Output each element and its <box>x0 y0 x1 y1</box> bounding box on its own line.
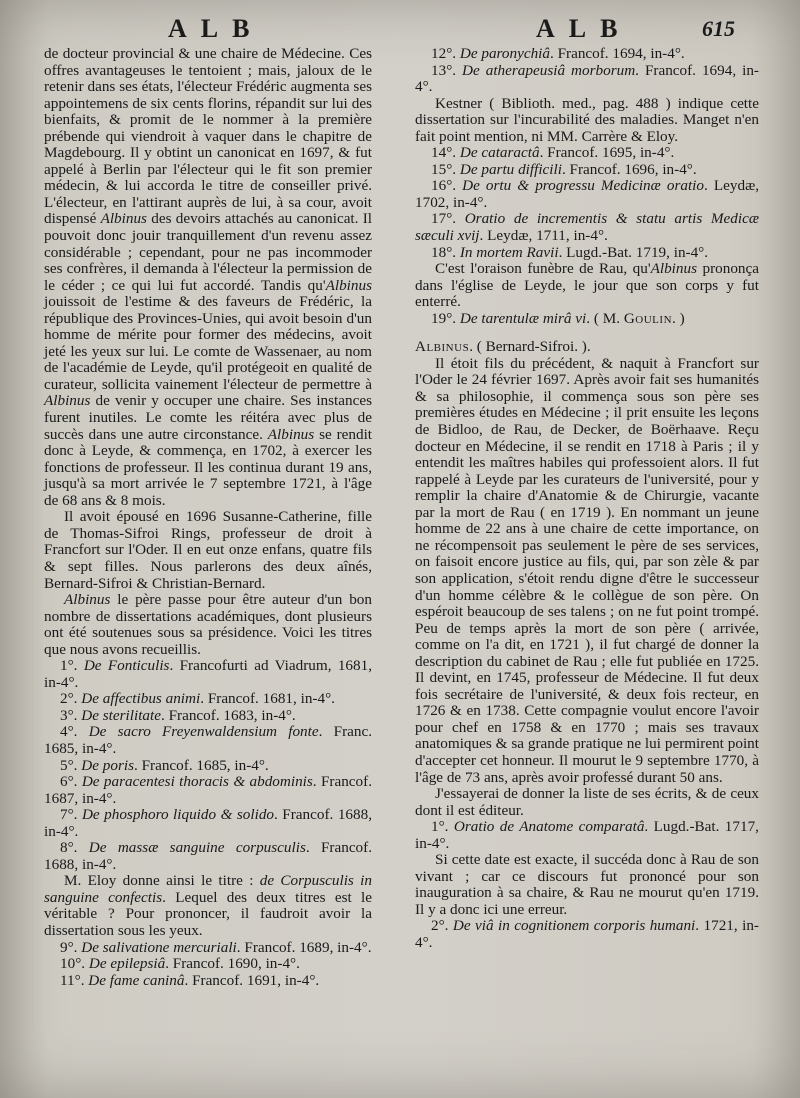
list-item: 12°. De paronychiâ. Francof. 1694, in-4°. <box>431 45 685 62</box>
paragraph-eloy-note: M. Eloy donne ainsi le titre : de Corpusculis in sanguine confectis. Lequel des deux titres est le véritable ? Pour prononcer, il faudroit avoir la dissertation sous les yeux. <box>44 872 372 939</box>
list-item: 16°. De ortu & progressu Medicinæ oratio. Leydæ, 1702, in-4°. <box>415 177 760 211</box>
list-item: 9°. De salivatione mercuriali. Francof. 1689, in-4°. <box>60 938 372 956</box>
list-item: 3°. De sterilitate. Francof. 1683, in-4°. <box>60 706 296 724</box>
list-item: 13°. De atherapeusiâ morborum. Francof. 1694, in-4°. <box>415 61 759 96</box>
paragraph-writings-intro: J'essayerai de donner la liste de ses écrits, & de ceux dont il est éditeur. <box>415 785 759 819</box>
paragraph-marriage: Il avoit épousé en 1696 Susanne-Catherine, fille de Thomas-Sifroi Rings, professeur de droit à Francfort sur l'Oder. Il en eut onze enfans, quatre fils & sept filles. Nous parlerons des deux aînés, Bernard-Sifroi & Christian-Bernard. <box>44 508 372 592</box>
paragraph-dissertations-intro: Albinus le père passe pour être auteur d'un bon nombre de dissertations académiques, dont plusieurs ont été soutenues sous sa présidence. Voici les titres que nous avons recueillis. <box>44 591 372 658</box>
list-item: 19°. De tarentulæ mirâ vi. ( M. Goulin. ) <box>431 309 685 327</box>
list-item: 2°. De viâ in cognitionem corporis humani. 1721, in-4°. <box>415 917 759 951</box>
page-number: 615 <box>702 16 735 41</box>
list-item: 10°. De epilepsiâ. Francof. 1690, in-4°. <box>60 955 300 973</box>
list-item: 5°. De poris. Francof. 1685, in-4°. <box>60 756 269 774</box>
running-head-left: ALB <box>168 14 264 43</box>
list-item: 7°. De phosphoro liquido & solido. Francof. 1688, in-4°. <box>44 806 372 840</box>
list-item: 6°. De paracentesi thoracis & abdominis. Francof. 1687, in-4°. <box>44 773 372 807</box>
list-item: 17°. Oratio de incrementis & statu artis Medicæ sæculi xvij. Leydæ, 1711, in-4°. <box>415 210 759 245</box>
paragraph-albinus-career: de docteur provincial & une chaire de Médecine. Ces offres avantageuses le tentoient ; mais, jaloux de le retenir dans ses états, l'électeur Frédéric augmenta ses appointemens de six cents florins, répandit sur lui des bienfaits, & promit de le nommer à la première prébende qui viendroit à vaquer dans le chapitre de Magdebourg. Il y obtint un canonicat en 1697, & fut appelé à Berlin par l'électeur qui le fit son premier médecin, & lui accorda le titre de conseiller privé. L'électeur, en l'attirant auprès de lui, à sa cour, avoit dispensé Albinus des devoirs attachés au canonicat. Il pouvoit donc jouir tranquillement d'un revenu assez considérable ; cependant, pour ne pas incommoder ses confrères, il demanda à l'électeur la permission de le céder ; ce qui lui fut accordé. Tandis qu'Albinus jouissoit de l'estime & des faveurs de Frédéric, la république des Provinces-Unies, qui avoit besoin d'un homme de mérite pour former des médecins, avoit jeté les yeux sur lui. Le comte de Wassenaer, au nom de l'académie de Leyde, qu'il protégeoit en qualité de curateur, sollicita vainement l'électeur de permettre à Albinus de venir y occuper une chaire. Ses instances furent inutiles. Le comte les réitéra avec plus de succès dans une autre circonstance. Albinus se rendit donc à Leyde, & commença, en 1702, à exercer les fonctions de professeur. Il les continua durant 19 ans, jusqu'à sa mort arrivée le 7 septembre 1721, à l'âge de 68 ans & 8 mois. <box>44 45 373 509</box>
paragraph-date-note: Si cette date est exacte, il succéda donc à Rau de son vivant ; car ce discours fut prononcé pour son inauguration à sa chaire, & Rau ne mourut qu'en 1719. Il y a donc ici une erreur. <box>415 851 759 918</box>
running-head-right: ALB <box>536 14 632 43</box>
running-head <box>0 14 800 44</box>
paragraph-rau-oration: C'est l'oraison funèbre de Rau, qu'Albinus prononça dans l'église de Leyde, le jour que son corps y fut enterré. <box>415 260 759 311</box>
right-column <box>415 46 759 952</box>
list-item: 8°. De massæ sanguine corpusculis. Francof. 1688, in-4°. <box>44 839 373 873</box>
list-item: 18°. In mortem Ravii. Lugd.-Bat. 1719, in-4°. <box>431 243 709 261</box>
list-item: 1°. Oratio de Anatome comparatâ. Lugd.-Bat. 1717, in-4°. <box>415 818 759 852</box>
paragraph-kestner-note: Kestner ( Biblioth. med., pag. 488 ) indique cette dissertation sur l'incurabilité des maladies. Manget n'en fait point mention, ni MM. Carrère & Eloy. <box>415 94 759 145</box>
list-item: 14°. De cataractâ. Francof. 1695, in-4°. <box>431 144 675 162</box>
list-item: 11°. De fame caninâ. Francof. 1691, in-4°. <box>60 971 320 989</box>
list-item: 4°. De sacro Freyenwaldensium fonte. Franc. 1685, in-4°. <box>44 723 372 757</box>
entry-heading: Albinus. ( Bernard-Sifroi. ). <box>415 338 591 356</box>
paragraph-biography: Il étoit fils du précédent, & naquit à Francfort sur l'Oder le 24 février 1697. Après avoir fait ses humanités & sa philosophie, il commença sous son père ses premières études en Médecine ; il prit ensuite les leçons de Bidloo, de Rau, de Decker, de Boërhaave. Reçu docteur en Médecine, il se rendit en 1718 à Paris ; il y entendit les maîtres habiles qui professoient alors. Il fut rappelé à Leyde par les curateurs de l'université, pour y remplir la chaire d'Anatomie & de Chirurgie, vacante par la mort de Rau ( en 1719 ). En nommant un jeune homme de 22 ans à une chaire de cette importance, on ne récompensoit pas seulement le père de ses services, on faisoit encore justice au fils, qui, par son zèle & par son application, s'étoit rendu digne d'être le successeur d'un homme célèbre & le collègue de son père. On espéroit beaucoup de ses talens ; on ne fut point trompé. Peu de temps après la mort de son père ( arrivée, comme on l'a dit, en 1721 ), il fut chargé de donner la description du cabinet de Rau ; elle fut publiée en 1725. Il devint, en 1745, professeur de Médecine. Il fut deux fois secrétaire de l'université, & deux fois recteur, en 1726 & en 1738. Cette compagnie voulut encore l'avoir pour chef en 1758 & en 1770 ; mais ses travaux anatomiques & sa grande pratique ne lui permirent point d'accepter cet honneur. Il mourut le 9 septembre 1770, à l'âge de 73 ans, après avoir professé durant 50 ans. <box>415 354 759 786</box>
list-item: 1°. De Fonticulis. Francofurti ad Viadrum, 1681, in-4°. <box>44 657 373 691</box>
list-item: 2°. De affectibus animi. Francof. 1681, in-4°. <box>60 690 335 708</box>
dissertation-list-2 <box>44 940 372 990</box>
list-item: 15°. De partu difficili. Francof. 1696, in-4°. <box>431 160 697 178</box>
dissertation-list-1 <box>44 658 372 873</box>
left-column <box>44 46 372 989</box>
